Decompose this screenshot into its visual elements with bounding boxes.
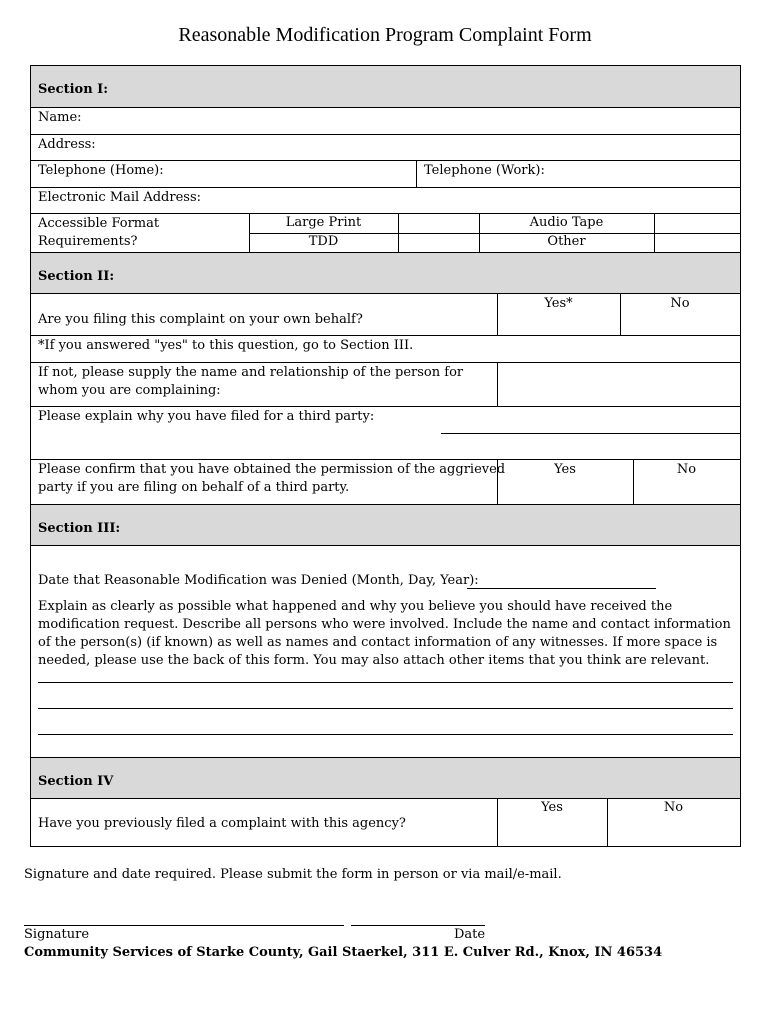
address-label: Address: bbox=[38, 137, 96, 152]
email-label: Electronic Mail Address: bbox=[38, 190, 202, 205]
name-label: Name: bbox=[38, 110, 82, 125]
confirm-permission-row bbox=[31, 460, 740, 505]
previous-complaint-question: Have you previously filed a complaint with this agency? bbox=[38, 816, 406, 831]
confirm-line2: party if you are filing on behalf of a third party. bbox=[38, 480, 350, 495]
email-row[interactable] bbox=[31, 188, 740, 214]
explain-third-party-row bbox=[31, 407, 740, 460]
own-behalf-no[interactable]: No bbox=[670, 296, 690, 311]
telephone-home-label: Telephone (Home): bbox=[38, 163, 164, 178]
complaint-form-table bbox=[30, 65, 741, 847]
section-3-header bbox=[31, 505, 740, 546]
agency-address: Community Services of Starke County, Gail Staerkel, 311 E. Culver Rd., Knox, IN 46534 bbox=[24, 945, 663, 960]
form-title: Reasonable Modification Program Complaint Form bbox=[178, 24, 592, 46]
confirm-yes[interactable]: Yes bbox=[554, 462, 576, 477]
explain-line-3[interactable] bbox=[38, 734, 733, 735]
confirm-line1: Please confirm that you have obtained the permission of the aggrieved bbox=[38, 462, 506, 477]
own-behalf-row bbox=[31, 294, 740, 336]
own-behalf-question: Are you filing this complaint on your own behalf? bbox=[38, 312, 363, 327]
confirm-no[interactable]: No bbox=[676, 462, 697, 477]
section-4-title: Section IV bbox=[38, 774, 114, 789]
explain-line-1[interactable] bbox=[38, 682, 733, 683]
format-option-audio-tape: Audio Tape bbox=[529, 215, 604, 230]
accessible-format-row bbox=[31, 214, 740, 253]
yes-note: *If you answered "yes" to this question, go to Section III. bbox=[38, 338, 414, 353]
if-not-row bbox=[31, 363, 740, 407]
date-label: Date bbox=[454, 927, 486, 942]
explain-third-party-label: Please explain why you have filed for a third party: bbox=[38, 409, 375, 424]
explain-text: Explain as clearly as possible what happened and why you believe you should have received the modification request. Describe all persons who were involved. Include the name and contact information of the person(s) (if known) as well as names and contact information of any witnesses. If more space is needed, please use the back of this form. You may also attach other items that you think are relevant. bbox=[38, 599, 731, 668]
section-2-header bbox=[31, 253, 740, 294]
telephone-work-label: Telephone (Work): bbox=[424, 163, 545, 178]
telephone-row bbox=[31, 161, 740, 188]
name-row[interactable] bbox=[31, 108, 740, 135]
format-option-large-print: Large Print bbox=[285, 215, 362, 230]
previous-no[interactable]: No bbox=[663, 800, 684, 815]
if-not-line2: whom you are complaining: bbox=[38, 383, 221, 398]
section-4-header bbox=[31, 758, 740, 799]
yes-note-row bbox=[31, 336, 740, 363]
section-1-title: Section I: bbox=[38, 82, 109, 97]
section-3-body bbox=[31, 546, 740, 758]
signature-label: Signature bbox=[24, 927, 90, 942]
if-not-line1: If not, please supply the name and relationship of the person for bbox=[38, 365, 464, 380]
format-option-tdd: TDD bbox=[308, 234, 339, 249]
submission-instructions: Signature and date required. Please submit the form in person or via mail/e-mail. bbox=[24, 867, 562, 882]
explain-line-2[interactable] bbox=[38, 708, 733, 709]
address-row[interactable] bbox=[31, 135, 740, 161]
format-option-other: Other bbox=[547, 234, 586, 249]
date-denied-label: Date that Reasonable Modification was Denied (Month, Day, Year): bbox=[38, 573, 479, 588]
format-label-line1: Accessible Format bbox=[38, 216, 160, 231]
previous-yes[interactable]: Yes bbox=[541, 800, 563, 815]
section-3-title: Section III: bbox=[38, 521, 121, 536]
section-1-header bbox=[31, 66, 740, 108]
date-denied-field[interactable] bbox=[467, 588, 656, 589]
section-2-title: Section II: bbox=[38, 269, 115, 284]
previous-complaint-row bbox=[31, 799, 740, 846]
format-label-line2: Requirements? bbox=[38, 234, 138, 249]
own-behalf-yes[interactable]: Yes* bbox=[544, 296, 573, 311]
